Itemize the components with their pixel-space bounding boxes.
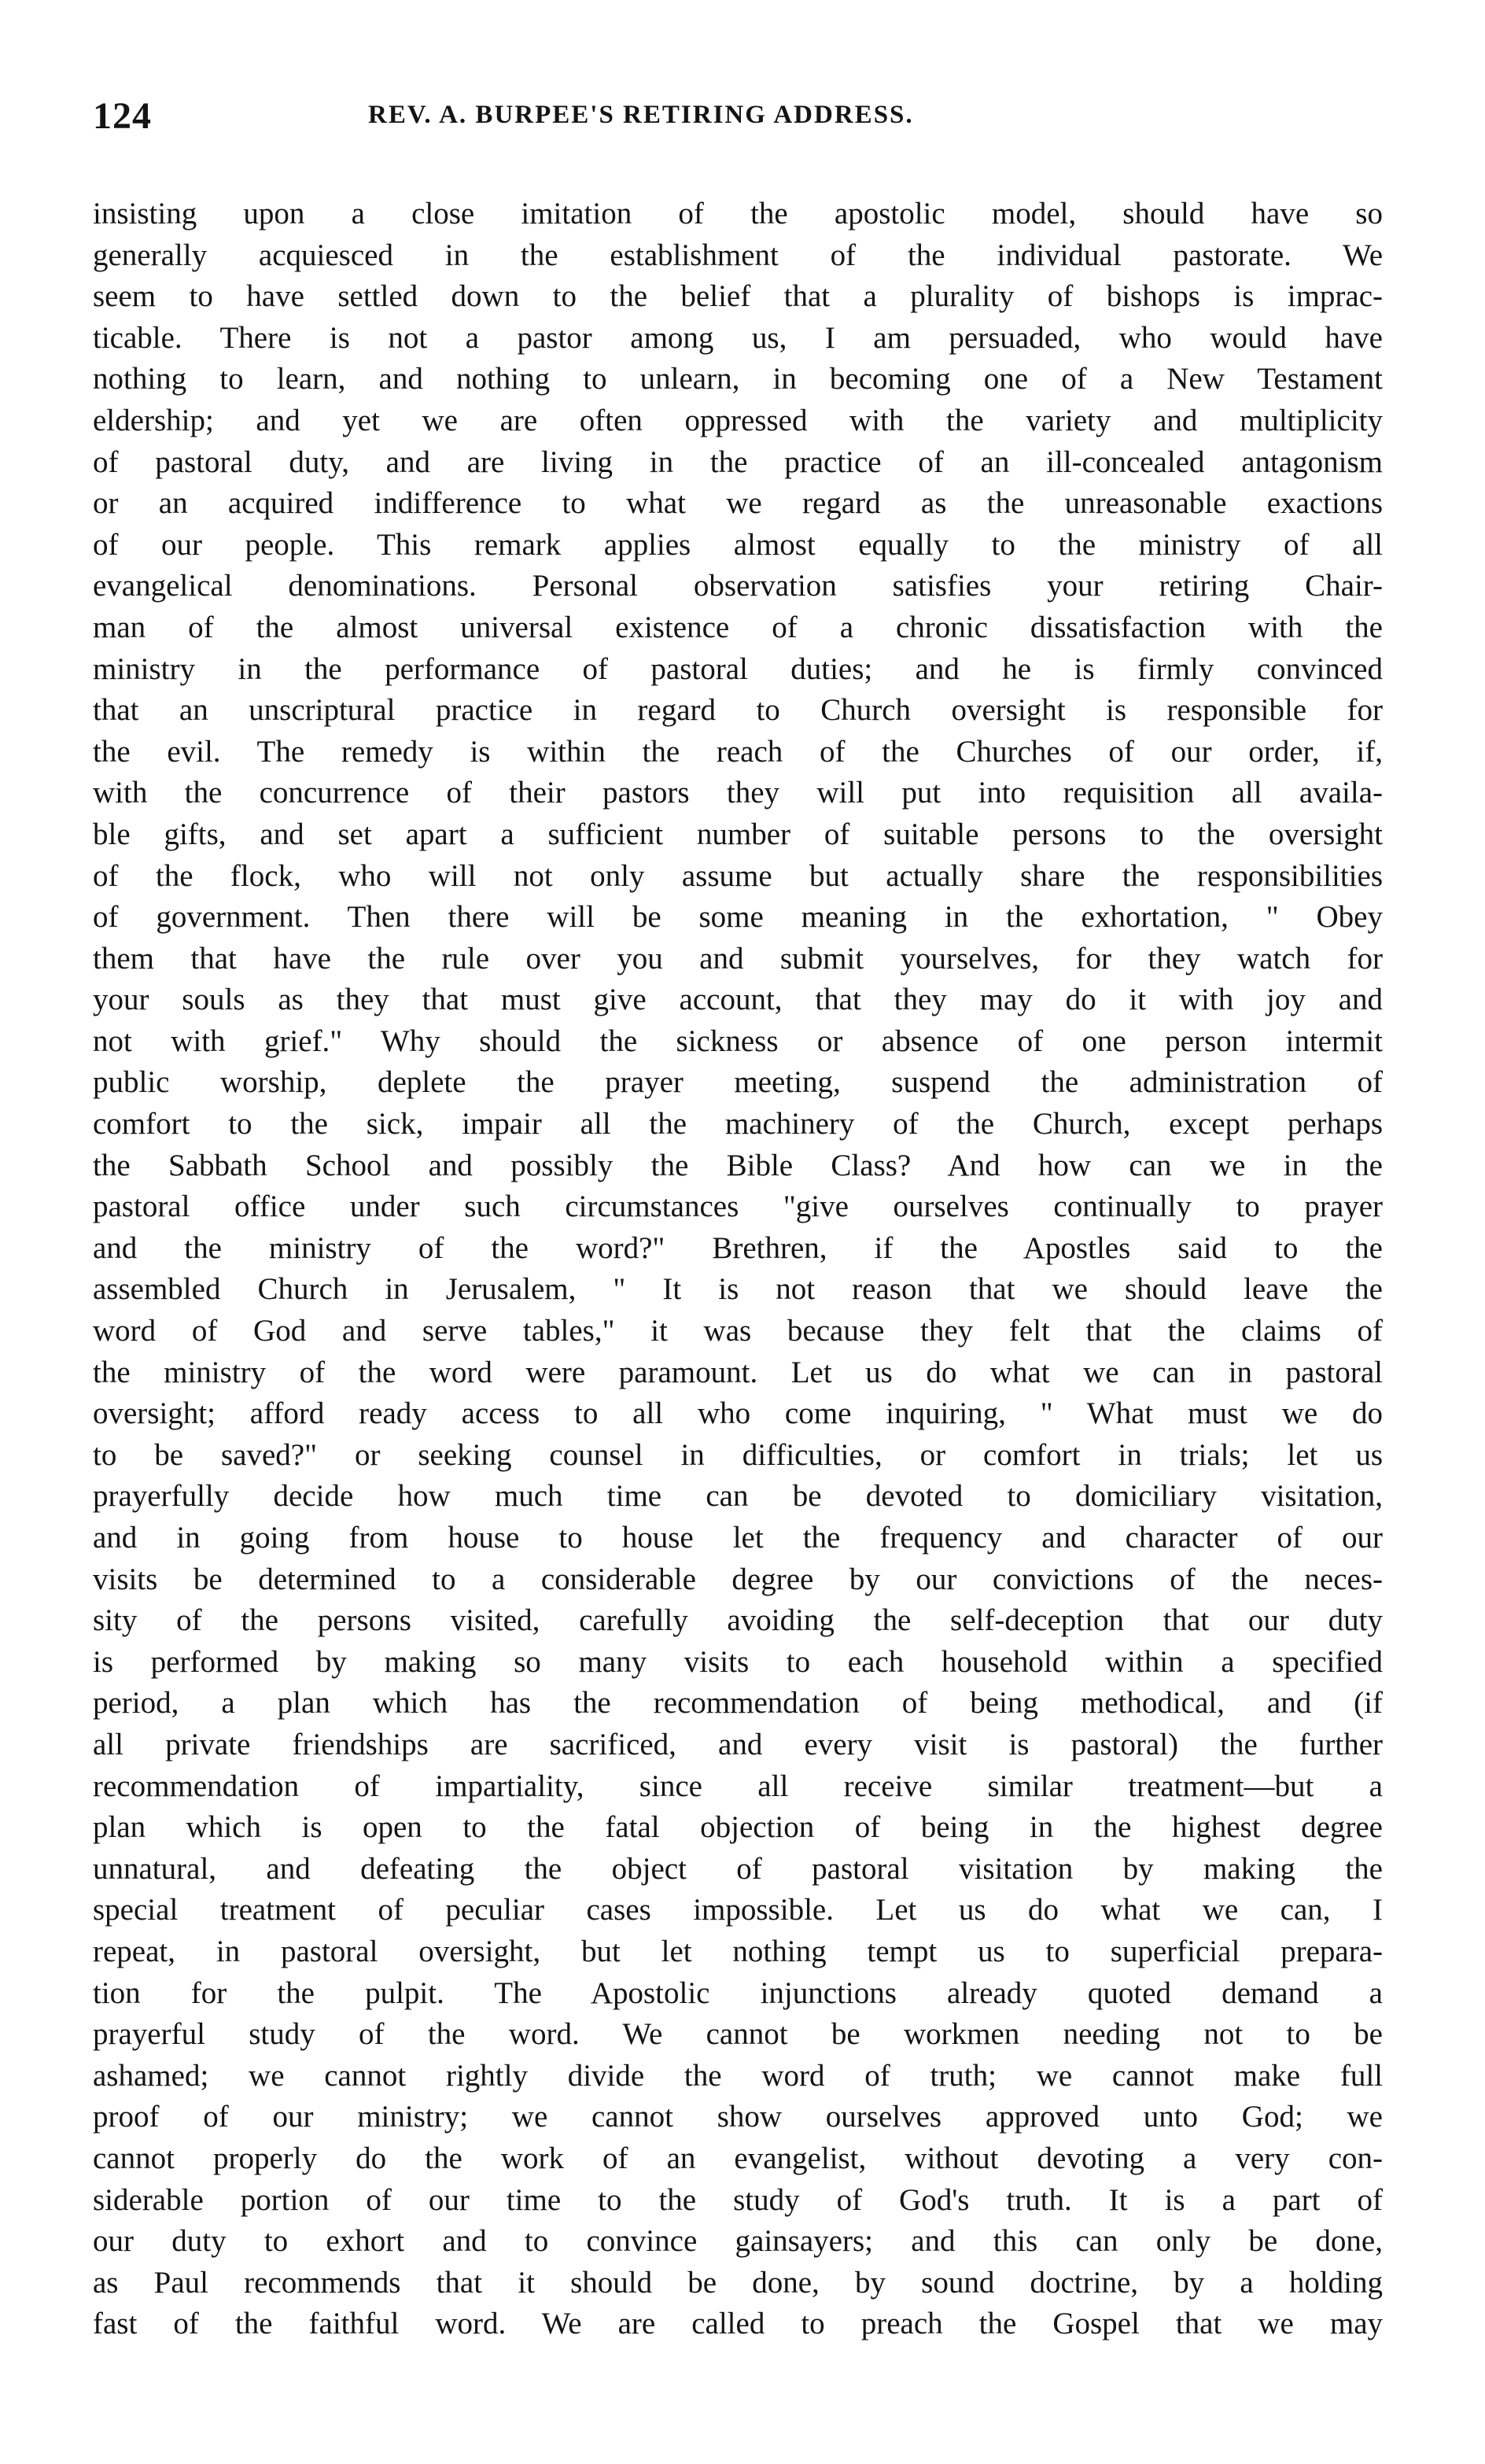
text-line: them that have the rule over you and submit yourselves, for they watch for: [93, 941, 1383, 976]
text-line: fast of the faithful word. We are called to preach the Gospel that we may: [93, 2307, 1383, 2341]
text-line: prayerful study of the word. We cannot be workmen needing not to be: [93, 2017, 1383, 2052]
text-line: ministry in the performance of pastoral duties; and he is firmly convinced: [93, 651, 1383, 686]
text-line: not with grief." Why should the sickness or absence of one person intermit: [93, 1024, 1383, 1058]
text-line: plan which is open to the fatal objection of being in the highest degree: [93, 1810, 1383, 1845]
text-line: of the flock, who will not only assume but actually share the responsibilities: [93, 858, 1383, 893]
text-line: assembled Church in Jerusalem, " It is not reason that we should leave the: [93, 1272, 1383, 1307]
text-line: oversight; afford ready access to all who come inquiring, " What must we do: [93, 1396, 1383, 1431]
text-line: visits be determined to a considerable degree by our convictions of the neces-: [93, 1562, 1383, 1596]
text-line: to be saved?" or seeking counsel in difficulties, or comfort in trials; let us: [93, 1437, 1383, 1472]
text-line: insisting upon a close imitation of the apostolic model, should have so: [93, 197, 1383, 231]
text-line: public worship, deplete the prayer meeting, suspend the administration of: [93, 1065, 1383, 1100]
text-line: sity of the persons visited, carefully avoiding the self-deception that our duty: [93, 1603, 1383, 1638]
text-line: proof of our ministry; we cannot show ourselves approved unto God; we: [93, 2100, 1383, 2134]
text-line: the evil. The remedy is within the reach of the Churches of our order, if,: [93, 734, 1383, 769]
page-header: [93, 94, 1383, 165]
text-line: nothing to learn, and nothing to unlearn, in becoming one of a New Testament: [93, 362, 1383, 397]
text-line: siderable portion of our time to the study of God's truth. It is a part of: [93, 2182, 1383, 2217]
text-line: of our people. This remark applies almost equally to the ministry of all: [93, 527, 1383, 562]
text-line: or an acquired indifference to what we regard as the unreasonable exactions: [93, 486, 1383, 521]
text-line: prayerfully decide how much time can be devoted to domiciliary visitation,: [93, 1479, 1383, 1514]
text-line: your souls as they that must give account, that they may do it with joy and: [93, 983, 1383, 1017]
text-line: repeat, in pastoral oversight, but let nothing tempt us to superficial prepara-: [93, 1934, 1383, 1968]
book-page: [93, 94, 1383, 2341]
text-line: seem to have settled down to the belief that a plurality of bishops is imprac-: [93, 279, 1383, 314]
text-line: ashamed; we cannot rightly divide the word of truth; we cannot make full: [93, 2058, 1383, 2093]
text-line: man of the almost universal existence of a chronic dissatisfaction with the: [93, 610, 1383, 644]
text-line: generally acquiesced in the establishment of the individual pastorate. We: [93, 238, 1383, 272]
text-line: all private friendships are sacrificed, and every visit is pastoral) the further: [93, 1727, 1383, 1761]
text-line: that an unscriptural practice in regard to Church oversight is responsible for: [93, 693, 1383, 728]
body-text: [93, 194, 1383, 2345]
text-line: the Sabbath School and possibly the Bible Class? And how can we in the: [93, 1148, 1383, 1182]
text-line: eldership; and yet we are often oppressed with the variety and multiplicity: [93, 403, 1383, 437]
text-line: is performed by making so many visits to each household within a specified: [93, 1644, 1383, 1679]
text-line: of pastoral duty, and are living in the practice of an ill-concealed antagonism: [93, 444, 1383, 479]
page-number: 124: [93, 95, 152, 137]
running-head: REV. A. BURPEE'S RETIRING ADDRESS.: [368, 101, 914, 129]
text-line: and the ministry of the word?" Brethren, if the Apostles said to the: [93, 1230, 1383, 1265]
text-line: comfort to the sick, impair all the machinery of the Church, except perhaps: [93, 1107, 1383, 1142]
text-line: our duty to exhort and to convince gainsayers; and this can only be done,: [93, 2224, 1383, 2259]
text-line: cannot properly do the work of an evangelist, without devoting a very con-: [93, 2141, 1383, 2175]
text-line: ticable. There is not a pastor among us, I am persuaded, who would have: [93, 320, 1383, 355]
text-line: as Paul recommends that it should be done, by sound doctrine, by a holding: [93, 2265, 1383, 2300]
text-line: with the concurrence of their pastors they will put into requisition all availa-: [93, 776, 1383, 810]
text-line: of government. Then there will be some meaning in the exhortation, " Obey: [93, 900, 1383, 935]
text-line: word of God and serve tables," it was because they felt that the claims of: [93, 1314, 1383, 1348]
text-line: ble gifts, and set apart a sufficient number of suitable persons to the oversight: [93, 817, 1383, 851]
text-line: unnatural, and defeating the object of pastoral visitation by making the: [93, 1851, 1383, 1886]
text-line: recommendation of impartiality, since all receive similar treatment—but a: [93, 1769, 1383, 1803]
text-line: evangelical denominations. Personal observation satisfies your retiring Chair-: [93, 569, 1383, 603]
text-line: pastoral office under such circumstances "give ourselves continually to prayer: [93, 1190, 1383, 1224]
text-line: and in going from house to house let the frequency and character of our: [93, 1521, 1383, 1555]
text-line: period, a plan which has the recommendation of being methodical, and (if: [93, 1686, 1383, 1721]
text-line: the ministry of the word were paramount. Let us do what we can in pastoral: [93, 1355, 1383, 1389]
text-line: special treatment of peculiar cases impossible. Let us do what we can, I: [93, 1893, 1383, 1927]
text-line: tion for the pulpit. The Apostolic injunctions already quoted demand a: [93, 1975, 1383, 2010]
